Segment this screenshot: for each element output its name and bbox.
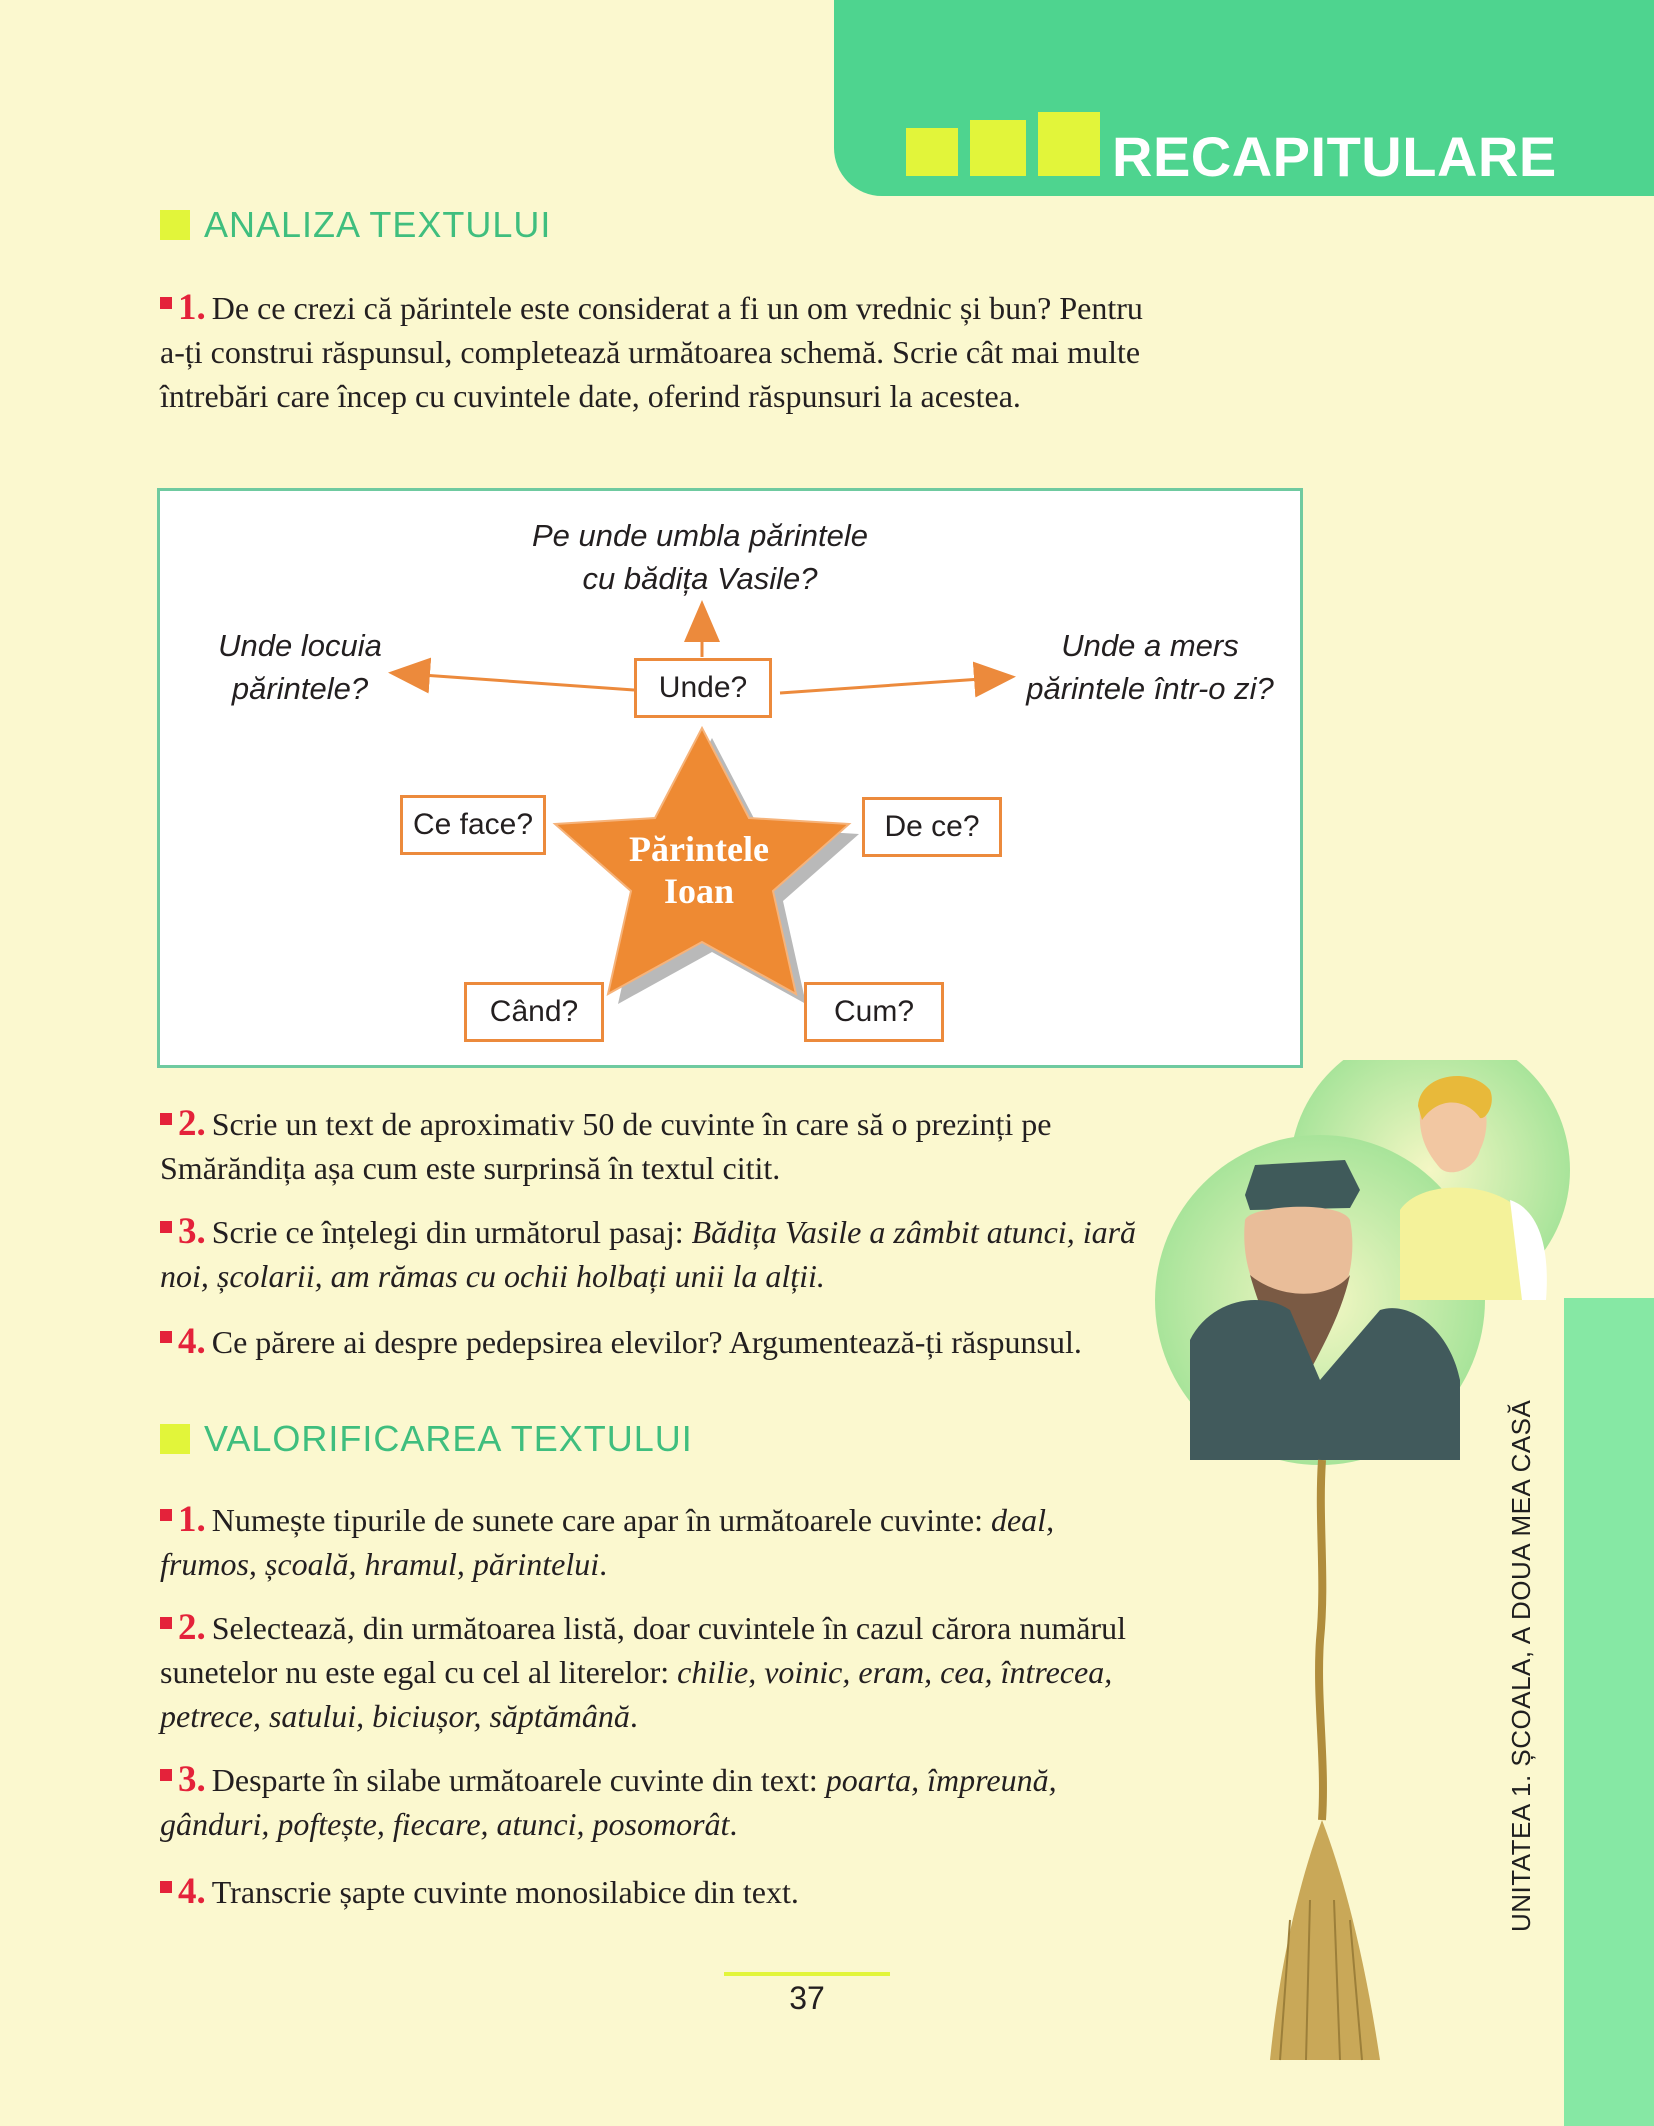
exercise-number: 2. (178, 1607, 206, 1648)
question-right-line-1: Unde a mers (1061, 628, 1239, 663)
arrow-left (394, 673, 634, 690)
exercise-words: chilie, voinic, eram, cea, întrecea, petrece, satului, biciușor, săptămână (160, 1654, 1113, 1734)
question-top (500, 514, 900, 600)
illustration-priest-and-boy (1150, 1060, 1654, 2126)
box-unde: Unde? (634, 658, 772, 718)
exercise-analiza-2 (160, 1102, 1150, 1190)
exercise-tail: . (599, 1546, 608, 1582)
question-right (1010, 624, 1290, 710)
exercise-number: 2. (178, 1103, 206, 1144)
section-title: ANALIZA TEXTULUI (204, 204, 552, 245)
bullet-icon (160, 1509, 172, 1521)
exercise-number: 4. (178, 1871, 206, 1912)
page-number: 37 (789, 1980, 825, 2016)
bullet-icon (160, 1221, 172, 1233)
arrow-right (780, 677, 1010, 693)
exercise-valorificare-2 (160, 1606, 1150, 1738)
star-label-line-1: Părintele (629, 829, 769, 869)
exercise-text: Selectează, din următoarea listă, doar cuvintele în cazul cărora numărul sunetelor nu este egal cu cel al literelor: (160, 1610, 1126, 1690)
boy-shirt (1400, 1188, 1530, 1301)
box-cand: Când? (464, 982, 604, 1042)
box-de-ce: De ce? (862, 797, 1002, 857)
section-square (160, 1424, 190, 1454)
question-right-line-2: părintele într-o zi? (1026, 671, 1274, 706)
question-top-line-2: cu bădița Vasile? (582, 561, 818, 596)
exercise-tail: . (729, 1806, 738, 1842)
tassel-cord (1319, 1460, 1323, 1820)
exercise-text: Scrie ce înțelegi din următorul pasaj: (211, 1214, 684, 1250)
box-cum: Cum? (804, 982, 944, 1042)
exercise-valorificare-4 (160, 1870, 1150, 1914)
bullet-icon (160, 1617, 172, 1629)
question-top-line-1: Pe unde umbla părintele (531, 518, 869, 553)
page-title: RECAPITULARE (1112, 125, 1557, 188)
exercise-text: Desparte în silabe următoarele cuvinte din text: (211, 1762, 818, 1798)
star-label-line-2: Ioan (663, 871, 735, 911)
box-ce-face: Ce face? (400, 795, 546, 855)
bullet-icon (160, 1331, 172, 1343)
exercise-number: 1. (178, 1499, 206, 1540)
bullet-icon (160, 1113, 172, 1125)
exercise-valorificare-3 (160, 1758, 1150, 1846)
exercise-number: 3. (178, 1759, 206, 1800)
page-number-rule (724, 1972, 890, 1976)
bullet-icon (160, 1769, 172, 1781)
exercise-words: poarta, împreună, gânduri, poftește, fiecare, atunci, posomorât (160, 1762, 1057, 1842)
exercise-tail: . (629, 1698, 638, 1734)
exercise-analiza-3 (160, 1210, 1150, 1298)
exercise-text: De ce crezi că părintele este considerat a fi un om vrednic și bun? Pentru a-ți construi răspunsul, completează următoarea schemă. Scrie cât mai multe întrebări care încep cu cuvintele date, oferind răspunsuri la acestea. (160, 290, 1143, 414)
unit-label: UNITATEA 1. ȘCOALA, A DOUA MEA CASĂ (1506, 1399, 1536, 1932)
exercise-number: 4. (178, 1321, 206, 1362)
exercise-text: Numește tipurile de sunete care apar în următoarele cuvinte: (211, 1502, 983, 1538)
exercise-analiza-4 (160, 1320, 1150, 1364)
section-heading-valorificare (160, 1418, 693, 1460)
exercise-text: Transcrie șapte cuvinte monosilabice din text. (211, 1874, 799, 1910)
question-left-line-1: Unde locuia (218, 628, 382, 663)
exercise-quote: Bădița Vasile a zâmbit atunci, iară noi, școlarii, am rămas cu ochii holbați unii la alții. (160, 1214, 1137, 1294)
section-title: VALORIFICAREA TEXTULUI (204, 1418, 693, 1459)
exercise-number: 1. (178, 287, 206, 328)
question-left-line-2: părintele? (231, 671, 369, 706)
exercise-text: Scrie un text de aproximativ 50 de cuvinte în care să o prezinți pe Smărăndița așa cum este surprinsă în textul citit. (160, 1106, 1052, 1186)
star-label (574, 828, 824, 912)
question-left (190, 624, 410, 710)
bullet-icon (160, 1881, 172, 1893)
exercise-text: Ce părere ai despre pedepsirea elevilor? Argumentează-ți răspunsul. (211, 1324, 1082, 1360)
priest-hat (1245, 1160, 1360, 1210)
exercise-valorificare-1 (160, 1498, 1150, 1586)
tassel (1270, 1820, 1380, 2060)
exercise-number: 3. (178, 1211, 206, 1252)
exercise-words: deal, frumos, școală, hramul, părintelui (160, 1502, 1055, 1582)
